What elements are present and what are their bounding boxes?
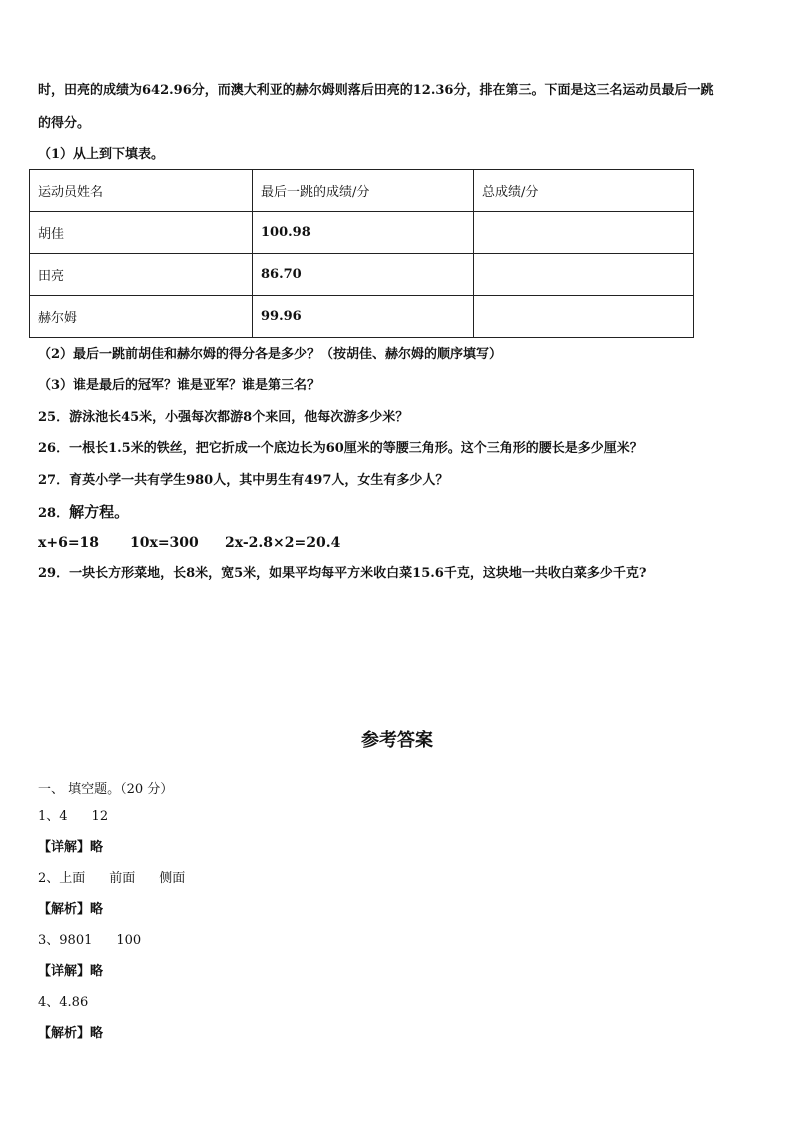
answer-2-num: 2、上面	[38, 871, 86, 886]
table-row	[30, 296, 694, 338]
intro-line-2: 的得分。	[38, 116, 91, 131]
question-29: 29．一块长方形菜地，长8米，宽5米，如果平均每平方米收白菜15.6千克，这块地一共收白菜多少千克?	[38, 566, 647, 581]
header-last-jump: 最后一跳的成绩/分	[253, 170, 474, 212]
intro-line-1: 时，田亮的成绩为642.96分，而澳大利亚的赫尔姆则落后田亮的12.36分，排在第三。下面是这三名运动员最后一跳	[38, 83, 714, 98]
answer-2-note: 【解析】略	[38, 902, 104, 917]
question-28	[38, 503, 129, 523]
table-row	[30, 254, 694, 296]
equation-1: x+6=18	[38, 535, 100, 551]
table-header-row	[30, 170, 694, 212]
question-1: （1）从上到下填表。	[38, 147, 165, 162]
question-28-title: 解方程。	[69, 503, 130, 521]
question-3: （3）谁是最后的冠军？谁是亚军？谁是第三名？	[38, 378, 321, 393]
cell-last-jump: 86.70	[253, 254, 474, 296]
question-28-number: 28．	[38, 506, 70, 521]
cell-name: 赫尔姆	[30, 296, 253, 338]
question-25: 25．游泳池长45米，小强每次都游8个来回，他每次游多少米？	[38, 410, 409, 425]
answer-1-part: 12	[91, 809, 109, 824]
answer-4-num: 4、4.86	[38, 995, 89, 1010]
cell-total	[474, 212, 694, 254]
cell-name: 胡佳	[30, 212, 253, 254]
question-27: 27．育英小学一共有学生980人，其中男生有497人，女生有多少人？	[38, 473, 449, 488]
header-name: 运动员姓名	[30, 170, 253, 212]
answer-2-part: 前面	[109, 871, 136, 886]
answer-3-part: 100	[116, 933, 142, 948]
question-2: （2）最后一跳前胡佳和赫尔姆的得分各是多少？（按胡佳、赫尔姆的顺序填写）	[38, 347, 503, 362]
section-heading: 一、 填空题。（20 分）	[38, 782, 174, 797]
answer-2-part: 侧面	[159, 871, 186, 886]
cell-total	[474, 254, 694, 296]
answer-3	[38, 929, 141, 948]
answer-4-note: 【解析】略	[38, 1026, 104, 1041]
header-total: 总成绩/分	[474, 170, 694, 212]
answer-3-note: 【详解】略	[38, 964, 104, 979]
cell-last-jump: 99.96	[253, 296, 474, 338]
answer-2	[38, 867, 185, 886]
question-26: 26．一根长1.5米的铁丝，把它折成一个底边长为60厘米的等腰三角形。这个三角形的腰长是多少厘米？	[38, 441, 643, 456]
answer-1	[38, 805, 108, 824]
score-table	[29, 169, 694, 338]
answer-3-num: 3、9801	[38, 933, 93, 948]
cell-total	[474, 296, 694, 338]
answer-1-num: 1、4	[38, 809, 68, 824]
equation-2: 10x=300	[130, 535, 199, 551]
answer-1-note: 【详解】略	[38, 840, 104, 855]
cell-name: 田亮	[30, 254, 253, 296]
answer-4	[38, 991, 88, 1010]
answers-title: 参考答案	[361, 730, 433, 751]
table-row	[30, 212, 694, 254]
cell-last-jump: 100.98	[253, 212, 474, 254]
equation-3: 2x-2.8×2=20.4	[225, 535, 341, 551]
